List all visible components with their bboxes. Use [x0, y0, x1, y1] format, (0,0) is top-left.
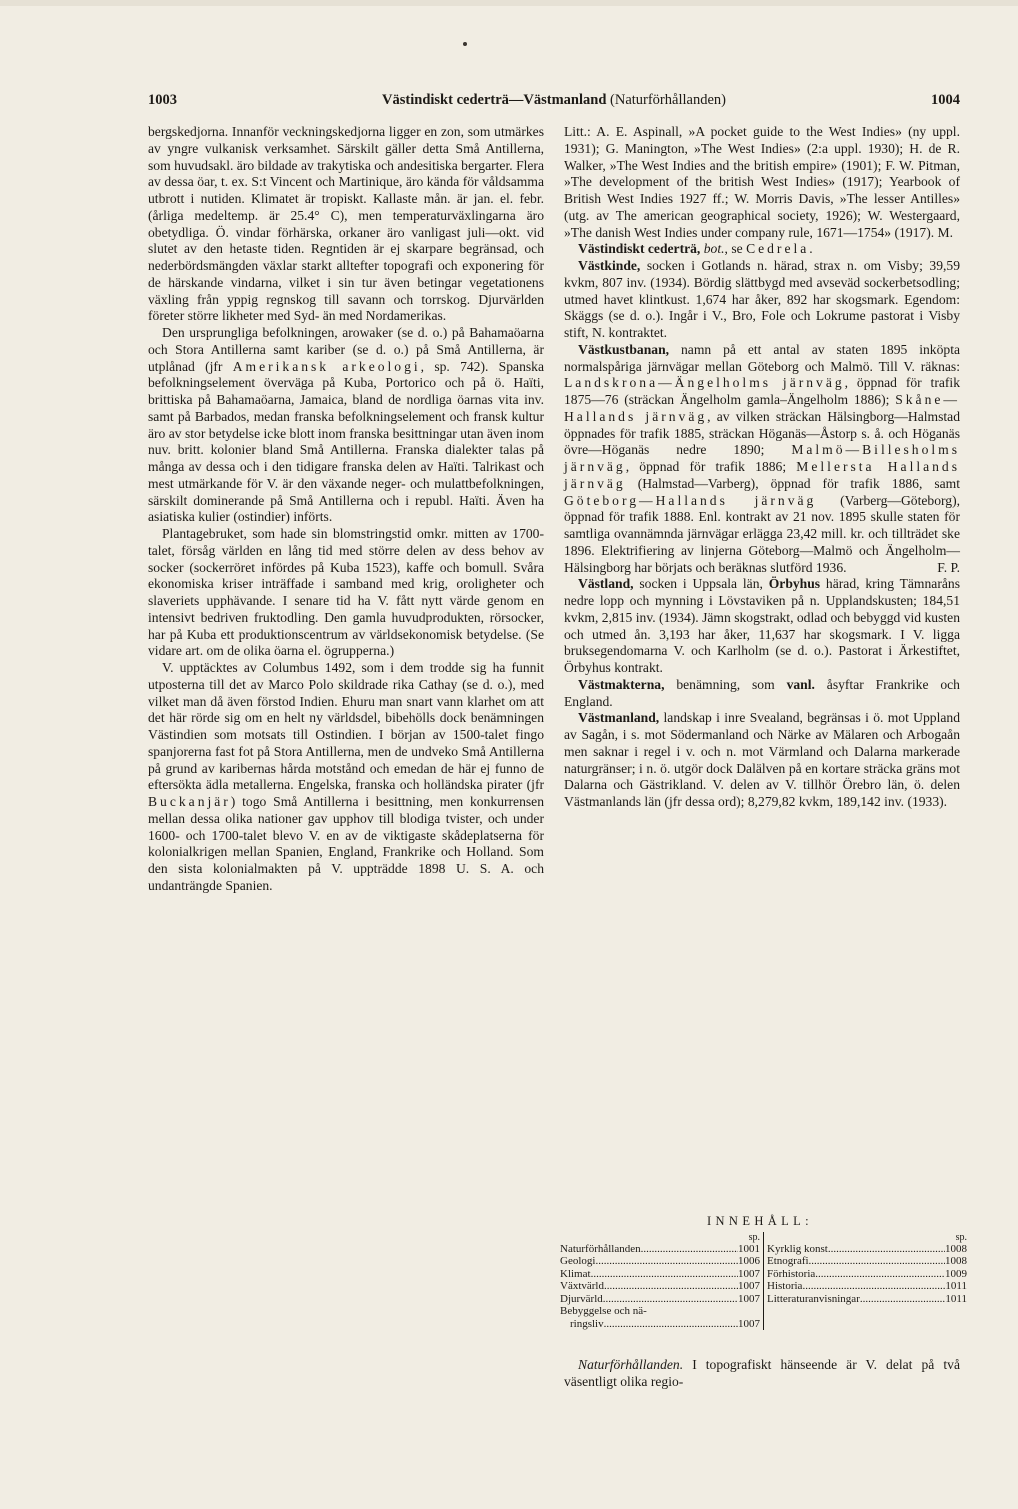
toc-item [560, 1243, 760, 1256]
toc-item-label: ringsliv [570, 1317, 604, 1330]
print-speck [463, 42, 467, 46]
page-number-left: 1003 [148, 92, 177, 108]
entry-headword: Västindiskt cederträ, [578, 241, 701, 257]
entry-text: landskap i inre Svealand, begränsas i ö. mot Uppland av Sagån, i s. mot Södermanland och Närke av Mälaren och Arbogaån men saknar i regel i v. och n. mot Värmland och Dalarna markerade naturgränser; i n. ö. utgör dock Dalälven på en kortare sträcka gräns mot Dalarna och Gästrikland. V. delen av V. tillhör Örebro län, ö. delen Västmanlands län (jfr dessa ord); 8,279,82 kvkm, 189,142 inv. (1933). [564, 710, 960, 809]
toc-item-label: Naturförhållanden [560, 1242, 641, 1255]
railway-name: Landskrona—Ängelholms järnväg [564, 375, 845, 391]
cross-reference: Amerikansk arkeologi [232, 358, 421, 374]
toc-item-page: 1009 [945, 1267, 967, 1280]
text-run: ) togo Små Antillerna i besittning, men konkurrensen mellan dessa olika nationer gav upphov till blodiga tvister, och under 1600- och 1700-talet blevo V. en av de viktigaste skådeplatserna för kolonialkrigen mellan Spanien, England, Frankrike och Holland. Som den sista kolonialmakten på V. uppträdde 1898 U. S. A. och undanträngde Spanien. [148, 794, 544, 893]
paragraph-population [148, 325, 544, 526]
toc-item [560, 1255, 760, 1268]
toc-item [560, 1293, 760, 1306]
toc-leader [604, 1280, 738, 1293]
bold-term: vanl. [786, 676, 815, 692]
text-run: , öppnad för trafik 1875—76 (sträckan Ängelholm gamla–Ängelholm 1886); [564, 375, 960, 407]
toc-item-page: 1007 [738, 1317, 760, 1330]
header-title-section: (Naturförhållanden) [610, 92, 726, 108]
text-run: , av vilken sträckan Hälsingborg—Halmstad öppnades för trafik 1885, sträckan Höganäs—Åstorp s. å. och Höganäs övre—Höganäs nedre 1890; [564, 408, 960, 458]
toc-leader [809, 1255, 945, 1268]
entry-vastkustbanan [564, 342, 960, 577]
toc-item [560, 1268, 760, 1281]
toc-item [767, 1255, 967, 1268]
paragraph-plantations: Plantagebruket, som hade sin blomstringstid omkr. mitten av 1700-talet, försåg världen en lång tid med större delen av dess behov av socker (sockerröret infördes på Kuba 1523), kaffe och bomull. Svåra ekonomiska kriser inträffade i samband med krig, oroligheter och slaveriets upphävande. I senare tid ha V. fått nytt värde genom en intensivt bedriven fruktodling. Den gamla huvudprodukten, rörsocker, har på Kuba ett produktionscentrum av världsekonomisk betydelse. (Se vidare art. om de olika öarna el. ögrupperna.) [148, 526, 544, 659]
section-naturforhallanden-start [564, 1357, 960, 1391]
entry-headword: Västkustbanan, [578, 341, 670, 357]
toc-item-label: Djurvärld [560, 1292, 603, 1305]
toc-leader [828, 1243, 945, 1256]
paragraph-geology-climate: bergskedjorna. Innanför veckningskedjorna ligger en zon, som utmärkes av yngre vulkanisk verksamhet. Särskilt gäller detta Små Antillerna, som huvudsakl. äro bildade av trakytiska och andesitiska bergarter. Flera av dessa öar, t. ex. S:t Vincent och Martinique, äro kända för våldsamma utbrott i nutiden. Klimatet är tropiskt. Kallaste mån. är jan. el. febr. (årliga medeltemp. är 25.4° C), men temperaturväxlingarna äro obetydliga. Ö. vindar förhärska, orkaner äro vanligast juli—okt. vid slutet av den hetaste tiden. Regntiden är ej skarpare begränsad, och nederbördsmängden växlar starkt alltefter topografi och exponering för de härskande vindarna, vilket i sin tur även betingar vegetationens växling från yppig regnskog till savann och torrskog. Djurvärlden företer större likheter med Syd- än med Nordamerikas. [148, 124, 544, 324]
toc-item-label: Litteraturanvisningar [767, 1292, 860, 1305]
author-signature: F. P. [937, 559, 960, 575]
header-title-main: Västindiskt cederträ—Västmanland [382, 92, 607, 108]
entry-vastmanland [564, 710, 960, 811]
toc-left-column [560, 1232, 764, 1331]
text-run: , se [724, 241, 743, 257]
entry-headword: Västkinde, [578, 258, 641, 273]
railway-name: Malmö—Billesholms järnväg [564, 442, 960, 474]
text-run: , öppnad för trafik 1886; [625, 459, 787, 474]
toc-leader [591, 1268, 738, 1281]
toc-item-wrapped [560, 1305, 760, 1318]
table-of-contents [560, 1214, 967, 1330]
toc-item-label: Förhistoria [767, 1267, 816, 1280]
entry-vastindiskt-cedertra [564, 241, 960, 258]
entry-vastkinde [564, 258, 960, 342]
toc-leader [641, 1243, 738, 1256]
toc-item-label: Klimat [560, 1267, 591, 1280]
toc-leader [860, 1293, 946, 1306]
toc-item-label: Växtvärld [560, 1280, 604, 1292]
text-run: (Halmstad—Varberg), öppnad för trafik 1886, samt [637, 475, 960, 491]
toc-leader [604, 1318, 738, 1331]
entry-abbrev: bot. [703, 241, 725, 257]
text-run: namn på ett antal av staten 1895 inköpta normalspåriga järnvägar mellan Göteborg och Malmö. Till V. räknas: [564, 341, 961, 374]
toc-title: INNEHÅLL: [706, 1214, 814, 1228]
toc-item-page: 1007 [738, 1267, 760, 1280]
entry-headword: Västmakterna, [578, 676, 665, 692]
text-run: Den ursprungliga befolkningen, arowaker (se d. o.) på Bahamaöarna och Stora Antillerna samt kariber (se d. o.) på Små Antillerna, är utplånad (jfr [148, 325, 544, 374]
railway-name: Skåne—Hallands järnväg [564, 392, 960, 424]
text-run: åsyftar Frankrike och England. [564, 676, 960, 709]
running-header [148, 92, 960, 114]
toc-item [767, 1280, 967, 1293]
toc-item [767, 1293, 967, 1306]
text-run: socken i Uppsala län, [639, 576, 763, 592]
text-run: V. upptäcktes av Columbus 1492, som i dem trodde sig ha funnit utposterna till det av Marco Polo skildrade rika Cathay (se d. o.), med vilket man då även förstod Indien. Ehuru man snart vann klarhet om att det här rörde sig om en helt ny världsdel, bibehölls dock benämningen Västindien som motsats till Ostindien. I början av 1500-talet fingo spanjorerna fast fot på Stora Antillerna, men de undveko Små Antillerna på grund av karibernas hårda motstånd och emedan de här ej funno de eftersökta ädla metallerna. Engelska, franska och holländska pirater (jfr [148, 660, 544, 793]
toc-item-page: 1008 [945, 1242, 967, 1255]
railway-name: Göteborg—Hallands järnväg [564, 492, 817, 508]
toc-item-page: 1007 [738, 1292, 760, 1305]
text-run: , sp. 742). Spanska befolkningselement överväga på Kuba, Portorico och på ö. Haïti, brittiska på Bahamaöarna, Jamaica, bland de nordliga öarnas vita inv. samt på Barbados, medan franska befolkningselement och fransk kultur äro av stor betydelse icke blott inom franska besittningar utan även inom nuv. britt. kolonier bland Små Antillerna. Franska dialekter talas på många av dessa och i den tidigare franska delen av Haïti. Talrikast och mest utmärkande för V. är den växande neger- och mulattbefolkningen, särskilt dominerande på Små Antillerna och i republ. Haïti. Även ha asiatiska kulier (ostindier) införts. [148, 358, 544, 525]
toc-item-continued [560, 1318, 760, 1331]
text-run: härad, kring Tämnaråns nedre lopp och mynning i Lövstaviken på n. Upplandskusten; 184,51 kvkm, 2,815 inv. (1934). Jämn skogstrakt, odlad och bebyggd vid kusten och utmed ån. 3,193 har åker, 11,637 har skogsmark. I V. ligga bruksegendomarna V. och Karlholm (se d. o.). Pastorat i Ärkestiftet, Örbyhus kontrakt. [564, 576, 960, 675]
toc-leader [815, 1268, 945, 1281]
page-number-right: 1004 [931, 92, 960, 108]
literature-list: Litt.: A. E. Aspinall, »A pocket guide to the West Indies» (ny uppl. 1931); G. Manington, »The West Indies» (2:a uppl. 1930); H. de R. Walker, »The West Indies and the british empire» (1901); F. W. Pitman, »The development of the british West Indies» (1917); Yearbook of British West Indies 1927 ff.; W. Morris Davis, »The lesser Antilles» (utg. av The american geographical society, 1926); W. Westergaard, »The danish West Indies under company rule, 1671—1754» (1917). M. [564, 124, 960, 240]
toc-item-page: 1001 [738, 1242, 760, 1255]
entry-headword: Västmanland, [578, 710, 660, 726]
toc-item-page: 1006 [738, 1255, 760, 1267]
toc-sp-label: sp. [955, 1231, 967, 1243]
toc-leader [595, 1255, 738, 1268]
toc-right-column [764, 1232, 967, 1331]
left-column [148, 124, 544, 895]
entry-text: socken i Gotlands n. härad, strax n. om Visby; 39,59 kvkm, 807 inv. (1934). Bördig slättbygd med avseväd sockerbetsodling; utmed havet klintkust. 1,674 har åker, 892 har skogsmark. Egendom: Skäggs (se d. o.). Ingår i V., Bro, Fole och Lokrume pastorat i Visby stift, N. kontraktet. [564, 258, 960, 340]
entry-vastmakterna [564, 677, 960, 711]
entry-headword: Västland, [578, 576, 634, 592]
text-run: benämning, som [676, 676, 775, 692]
toc-item-page: 1011 [945, 1280, 967, 1292]
toc-item-label: Historia [767, 1280, 803, 1292]
section-text: I topografiskt hänseende är V. delat på två väsentligt olika regio- [564, 1357, 960, 1389]
bold-term: Örbyhus [768, 576, 821, 592]
toc-item-page: 1011 [945, 1292, 967, 1305]
cross-reference: Buckanjär [148, 794, 231, 809]
toc-item [767, 1268, 967, 1281]
toc-sp-label: sp. [748, 1231, 760, 1243]
cross-reference: Cedrela [746, 241, 810, 257]
toc-leader [603, 1293, 738, 1306]
toc-item-label: Etnografi [767, 1255, 809, 1267]
paragraph-history [148, 660, 544, 895]
toc-leader [802, 1280, 945, 1293]
text-run: . [809, 241, 813, 257]
toc-item [767, 1243, 967, 1256]
text-run: (Varberg—Göteborg), öppnad för trafik 1888. Enl. kontrakt av 21 nov. 1895 skulle staten för samtliga ovannämnda järnvägar erlägga 23,42 mill. kr. och tillträdet ske 1896. Elektrifiering av linjerna Göteborg—Malmö och Ängelholm—Hälsingborg har börjats och beräknas slutförd 1936. [564, 492, 960, 575]
toc-item-label: Bebyggelse och nä- [560, 1305, 647, 1317]
railway-name: Mellersta Hallands järnväg [564, 459, 960, 491]
toc-item-page: 1008 [945, 1255, 967, 1267]
toc-item-label: Kyrklig konst [767, 1242, 828, 1255]
toc-item-page: 1007 [738, 1280, 760, 1292]
page-top-edge [0, 0, 1018, 6]
section-heading: Naturförhållanden. [578, 1357, 684, 1372]
toc-table [560, 1231, 967, 1331]
toc-item [560, 1280, 760, 1293]
right-column [564, 124, 960, 811]
header-title [148, 92, 960, 109]
toc-item-label: Geologi [560, 1255, 596, 1267]
entry-vastland [564, 576, 960, 677]
